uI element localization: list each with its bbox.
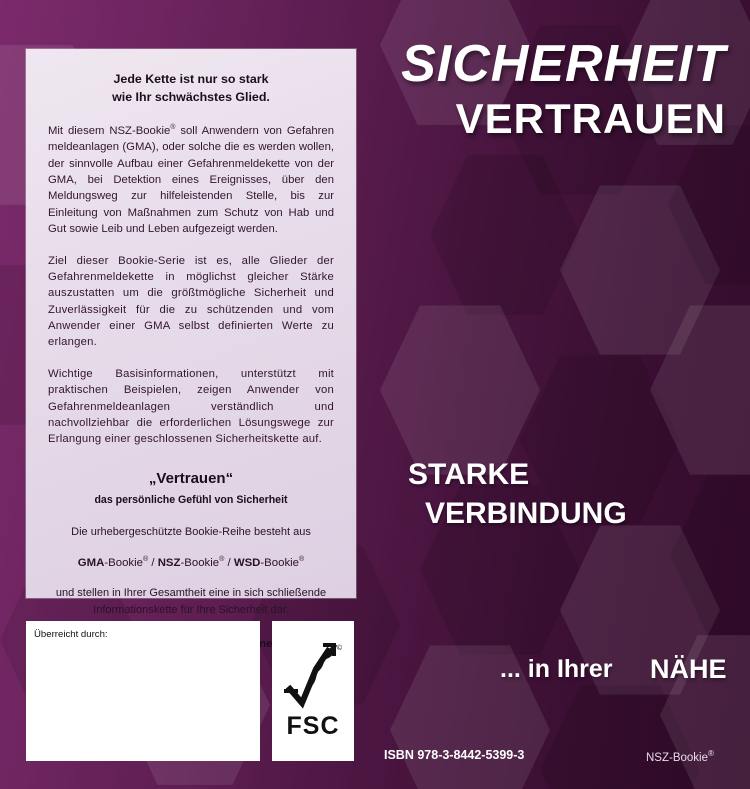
registered-mark: ® [708, 749, 714, 758]
publisher-brand [646, 749, 714, 764]
panel-paragraph-1-post: soll Anwendern von Gefahren meldeanlagen (GMA), oder solche die es werden wollen, der sinnvolle Aufbau einer Gefahrenmeldekette von der GMA, bei Detektion eines Ereignisses, über den Meldungsweg zur hilfeleistenden Stelle, bis zur Einleitung von Maßnahmen zum Schutz von Hab und Gut sowie Leib und Leben aufgezeigt werden. [48, 124, 334, 236]
series-separator-2: / [224, 556, 234, 569]
series-item-gma [78, 557, 148, 569]
panel-paragraph-2: Ziel dieser Bookie-Serie ist es, alle Glieder der Gefahrenmeldekette in möglichst gleicher Stärke auszustatten um die größtmögliche Sicherheit und Zuverlässigkeit für die zu schützenden und vom Anwender einer GMA selbst definierten Werte zu erlangen. [48, 254, 334, 349]
hexagon-shape [670, 470, 750, 640]
series-item-nsz [158, 557, 225, 569]
series-item-gma-rest: -Bookie [104, 556, 143, 569]
hexagon-shape [430, 150, 580, 320]
hexagon-shape [650, 300, 750, 480]
series-lead-text: Die urhebergeschützte Bookie-Reihe besteht aus [71, 525, 311, 538]
registered-mark: ® [299, 555, 305, 563]
cover-midline-1: STARKE [408, 458, 530, 491]
cover-near-text: ... in Ihrer [500, 655, 613, 683]
fsc-label: FSC [286, 712, 340, 740]
registered-mark: ® [170, 124, 176, 132]
cover-midline-2: VERBINDUNG [425, 497, 627, 530]
fsc-logo-box [272, 621, 354, 761]
panel-paragraph-1 [48, 123, 334, 238]
panel-quote: „Vertrauen“ [148, 469, 234, 487]
panel-headline-line2: wie Ihr schwächstes Glied. [112, 89, 270, 104]
handed-over-by-box[interactable] [26, 621, 260, 761]
panel-paragraph-1-pre: Mit diesem NSZ-Bookie [48, 124, 171, 137]
publisher-brand-text: NSZ-Bookie [646, 751, 708, 764]
hexagon-shape [668, 120, 750, 290]
series-item-wsd [234, 557, 304, 569]
series-list [48, 555, 334, 572]
panel-quote-subtitle: das persönliche Gefühl von Sicherheit [94, 494, 288, 507]
panel-closing [48, 585, 334, 618]
cover-title-main: SICHERHEIT [401, 35, 726, 93]
cover-near-emphasis: NÄHE [650, 654, 727, 684]
series-item-gma-bold: GMA [77, 556, 105, 569]
panel-headline-line1: Jede Kette ist nur so stark [113, 72, 269, 86]
isbn-text: ISBN 978-3-8442-5399-3 [384, 748, 525, 762]
panel-headline [48, 71, 334, 107]
panel-closing-line2: Informationskette für Ihre Sicherheit dar. [93, 603, 289, 616]
panel-closing-line1: und stellen in Ihrer Gesamtheit eine in sich schließende [55, 587, 327, 600]
fsc-copyright-mark: © [336, 645, 342, 652]
panel-motto-text: seiner [243, 638, 277, 651]
hexagon-shape [560, 180, 720, 360]
series-item-wsd-rest: -Bookie [260, 556, 300, 569]
series-item-nsz-rest: -Bookie [180, 556, 220, 569]
panel-paragraph-3: Wichtige Basisinformationen, unterstützt mit praktischen Beispielen, zeigen Anwender von Gefahrenmeldeanlagen verständlich und nachvollziehbar die erforderlichen Lösungswege zur Erlangung einer geschlossenen Sicherheitskette auf. [48, 367, 334, 446]
series-item-nsz-bold: NSZ [157, 556, 181, 569]
fsc-logo-icon [282, 639, 344, 743]
fsc-tree-checkmark-icon [282, 639, 344, 717]
hexagon-shape [540, 680, 700, 789]
hexagon-shape [380, 300, 540, 480]
series-separator-1: / [148, 556, 158, 569]
handed-over-by-label: Überreicht durch: [34, 629, 108, 640]
cover-title-sub: VERTRAUEN [455, 95, 726, 142]
series-item-wsd-bold: WSD [233, 556, 261, 569]
registered-mark: ® [142, 555, 149, 563]
registered-mark: ® [219, 555, 225, 563]
